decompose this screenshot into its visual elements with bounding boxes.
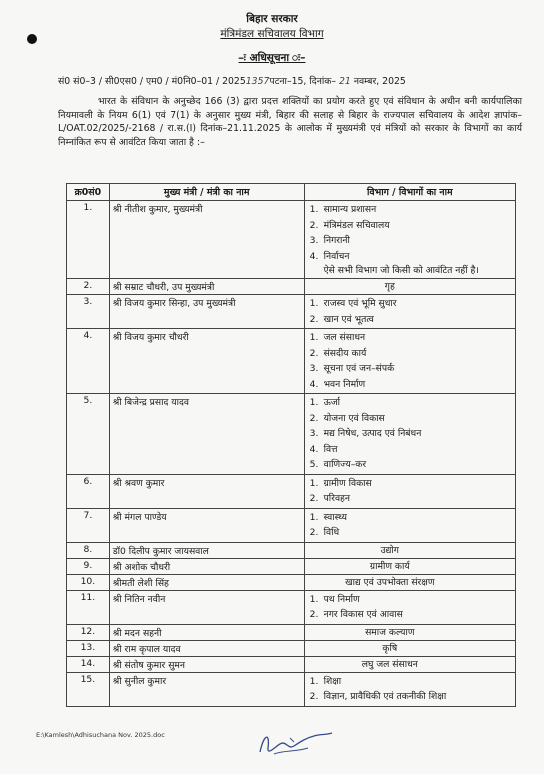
row-departments: [304, 640, 515, 656]
row-serial: 12.: [67, 624, 110, 640]
department-item: [308, 592, 512, 608]
row-minister-name: श्री बिजेन्द्र प्रसाद यादव: [109, 394, 304, 475]
department-number: 1.: [309, 675, 319, 687]
department-number: 2.: [309, 412, 319, 424]
row-serial: 11.: [67, 590, 110, 624]
department-name: शिक्षा: [323, 675, 342, 687]
row-serial: 2.: [67, 279, 110, 295]
notice-title: –ः अधिसूचना ः–: [238, 52, 306, 64]
row-departments: [304, 672, 515, 706]
department-note: ऐसे सभी विभाग जो किसी को आवंटित नहीं है।: [323, 265, 479, 276]
department-name: गृह: [384, 281, 395, 292]
department-name: सूचना एवं जन–संपर्क: [323, 363, 395, 374]
row-serial: 9.: [67, 558, 110, 574]
row-minister-name: श्री संतोष कुमार सुमन: [109, 656, 304, 672]
row-minister-name: श्री राम कृपाल यादव: [109, 640, 304, 656]
reference-day: 21: [339, 76, 351, 87]
department-heading: मंत्रिमंडल सचिवालय विभाग: [220, 28, 324, 40]
department-list: [308, 296, 512, 327]
table-body: [67, 201, 516, 707]
department-number: 2.: [309, 691, 319, 702]
department-name: वाणिज्य–कर: [323, 459, 367, 470]
row-departments: [304, 508, 515, 542]
department-number: 1.: [309, 397, 319, 408]
table-header-row: [67, 184, 516, 201]
department-number: 2.: [309, 609, 319, 620]
table-row: [67, 508, 516, 542]
row-departments: [304, 295, 515, 329]
department-number: 2.: [309, 347, 319, 359]
row-departments: [304, 590, 515, 624]
department-name: राजस्व एवं भूमि सुधार: [323, 298, 397, 309]
department-name: ऊर्जा: [323, 397, 341, 408]
department-item: [308, 476, 512, 492]
row-minister-name: श्री श्रवण कुमार: [109, 474, 304, 508]
department-number: 3.: [309, 428, 319, 439]
table-row: [67, 640, 516, 656]
department-number: 5.: [309, 459, 319, 470]
row-minister-name: श्री मदन सहनी: [109, 624, 304, 640]
row-departments: [304, 201, 515, 279]
reference-prefix: सं0 सं0–3 / सी0एस0 / एम0 / मं0नि0–01 / 2025: [58, 76, 246, 87]
row-minister-name: श्री अशोक चौधरी: [109, 558, 304, 574]
department-name: मद्य निषेध, उत्पाद एवं निबंधन: [323, 428, 422, 439]
row-serial: 7.: [67, 508, 110, 542]
reference-month-year: नवम्बर, 2025: [350, 76, 406, 87]
department-name: परिवहन: [323, 493, 351, 504]
row-minister-name: डॉ0 दिलीप कुमार जायसवाल: [109, 542, 304, 558]
preamble-text: भारत के संविधान के अनुच्छेद 166 (3) द्वारा प्रदत्त शक्तियों का प्रयोग करते हुए एवं संविधान के अधीन बनी कार्यपालिका नियमावली के नियम 6(1) एवं 7(1) के अनुसार मुख्य मंत्री, बिहार की सलाह से बिहार के राज्यपाल सचिवालय के आदेश ज्ञापांक–L/OAT.02/2025/-2168 / रा.स.(I) दिनांक–21.11.2025 के आलोक में मुख्यमंत्री एवं मंत्रियों को सरकार के विभागों का कार्य निम्नांकित रूप से आवंटित किया जाता है :–: [58, 96, 522, 148]
department-number: 2.: [309, 527, 319, 538]
department-number: 4.: [309, 250, 319, 262]
department-name: पथ निर्माण: [323, 593, 360, 605]
table-row: [67, 474, 516, 508]
department-item: [308, 457, 512, 473]
reference-number: 1357: [245, 76, 270, 87]
department-list: [308, 510, 512, 541]
row-departments: [304, 558, 515, 574]
department-list: [308, 202, 512, 264]
row-departments: [304, 279, 515, 295]
department-item: [308, 312, 512, 328]
department-item: [308, 426, 512, 442]
row-serial: 6.: [67, 474, 110, 508]
department-item: [308, 674, 512, 690]
department-number: 3.: [309, 363, 319, 374]
department-item: [308, 202, 512, 218]
department-list: [308, 476, 512, 507]
department-number: 2.: [309, 313, 319, 325]
department-name: योजना एवं विकास: [323, 412, 385, 424]
table-row: [67, 394, 516, 475]
department-name: समाज कल्याण: [365, 626, 415, 638]
reference-place-date: पटना–15, दिनांक–: [269, 76, 340, 87]
department-name: कृषि: [382, 642, 398, 654]
table-row: [67, 574, 516, 590]
department-item: [308, 395, 512, 411]
department-list: [308, 674, 512, 705]
table-row: [67, 329, 516, 394]
row-serial: 8.: [67, 542, 110, 558]
row-serial: 14.: [67, 656, 110, 672]
department-name: ग्रामीण विकास: [323, 477, 372, 489]
department-name: निर्वाचन: [323, 250, 350, 262]
department-name: सामान्य प्रशासन: [323, 204, 377, 215]
table-row: [67, 656, 516, 672]
department-number: 1.: [309, 511, 319, 523]
row-departments: [304, 474, 515, 508]
row-departments: [304, 329, 515, 394]
department-item: [308, 491, 512, 507]
department-name: संसदीय कार्य: [323, 347, 367, 359]
department-name: उद्योग: [380, 544, 399, 556]
govt-heading: बिहार सरकार: [246, 13, 298, 25]
row-serial: 3.: [67, 295, 110, 329]
department-item: [308, 377, 512, 393]
row-serial: 5.: [67, 394, 110, 475]
row-serial: 1.: [67, 201, 110, 279]
row-departments: [304, 656, 515, 672]
department-list: [308, 330, 512, 392]
department-number: 2.: [309, 219, 319, 231]
row-serial: 15.: [67, 672, 110, 706]
row-minister-name: श्री विजय कुमार सिन्हा, उप मुख्यमंत्री: [109, 295, 304, 329]
department-number: 1.: [309, 477, 319, 489]
row-departments: [304, 624, 515, 640]
department-number: 1.: [309, 204, 319, 215]
department-number: 2.: [309, 493, 319, 504]
department-item: [308, 525, 512, 541]
department-item: [308, 346, 512, 362]
department-name: निगरानी: [323, 235, 350, 246]
row-minister-name: श्रीमती लेशी सिंह: [109, 574, 304, 590]
department-number: 1.: [309, 593, 319, 605]
reference-line: [58, 74, 518, 87]
table-row: [67, 590, 516, 624]
department-name: विधि: [323, 527, 340, 538]
table-row: [67, 542, 516, 558]
department-name: नगर विकास एवं आवास: [323, 609, 403, 620]
row-minister-name: श्री नितिन नवीन: [109, 590, 304, 624]
department-item: [308, 330, 512, 346]
department-name: लघु जल संसाधन: [361, 658, 418, 670]
table-row: [67, 672, 516, 706]
department-item: [308, 689, 512, 705]
department-number: 4.: [309, 443, 319, 455]
table-row: [67, 558, 516, 574]
row-minister-name: श्री मंगल पाण्डेय: [109, 508, 304, 542]
table-row: [67, 295, 516, 329]
row-departments: [304, 542, 515, 558]
department-number: 3.: [309, 235, 319, 246]
department-name: खाद्य एवं उपभोक्ता संरक्षण: [345, 576, 435, 588]
row-serial: 4.: [67, 329, 110, 394]
signature-image: [250, 726, 340, 762]
department-name: विज्ञान, प्रावैधिकी एवं तकनीकी शिक्षा: [323, 691, 447, 702]
preamble-paragraph: [58, 95, 522, 149]
department-number: 1.: [309, 298, 319, 309]
table-row: [67, 279, 516, 295]
department-name: मंत्रिमंडल सचिवालय: [323, 219, 390, 231]
department-item: [308, 233, 512, 249]
row-serial: 10.: [67, 574, 110, 590]
table-row: [67, 624, 516, 640]
row-serial: 13.: [67, 640, 110, 656]
department-name: स्वास्थ्य: [323, 511, 347, 523]
department-list: [308, 592, 512, 623]
department-name: भवन निर्माण: [323, 378, 366, 390]
row-minister-name: श्री विजय कुमार चौधरी: [109, 329, 304, 394]
department-number: 4.: [309, 378, 319, 390]
department-name: खान एवं भूतत्व: [323, 313, 374, 325]
department-name: जल संसाधन: [323, 332, 366, 343]
table-row: [67, 201, 516, 279]
department-item: [308, 510, 512, 526]
row-minister-name: श्री सुनील कुमार: [109, 672, 304, 706]
header-serial: क्र0सं0: [67, 184, 110, 201]
department-item: [308, 218, 512, 234]
department-item: [308, 249, 512, 265]
row-departments: [304, 394, 515, 475]
file-path-footer: E:\Kamlesh\Adhisuchana Nov. 2025.doc: [36, 731, 165, 739]
department-item: [308, 296, 512, 312]
row-departments: [304, 574, 515, 590]
row-minister-name: श्री नीतीश कुमार, मुख्यमंत्री: [109, 201, 304, 279]
department-item: [308, 361, 512, 377]
department-name: वित्त: [323, 443, 338, 455]
department-list: [308, 395, 512, 473]
department-name: ग्रामीण कार्य: [369, 560, 410, 572]
department-number: 1.: [309, 332, 319, 343]
header-department: विभाग / विभागों का नाम: [304, 184, 515, 201]
allocation-table: [66, 183, 516, 707]
header-minister: मुख्य मंत्री / मंत्री का नाम: [109, 184, 304, 201]
department-item: [308, 607, 512, 623]
row-minister-name: श्री सम्राट चौधरी, उप मुख्यमंत्री: [109, 279, 304, 295]
department-item: [308, 411, 512, 427]
department-item: [308, 442, 512, 458]
